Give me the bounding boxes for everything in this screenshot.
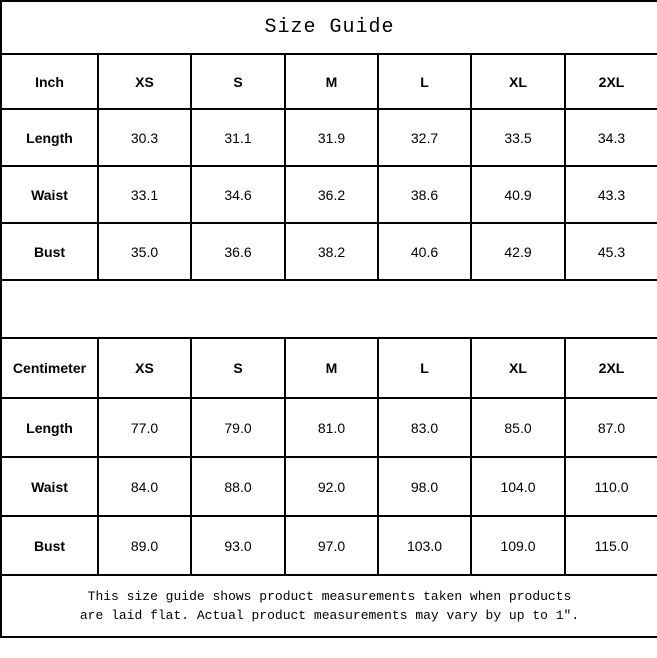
- row-label-waist: Waist: [1, 166, 98, 223]
- row-label-length: Length: [1, 398, 98, 457]
- measurement-cell: 35.0: [98, 223, 191, 280]
- measurement-cell: 42.9: [471, 223, 565, 280]
- size-column-header-xl: XL: [471, 338, 565, 398]
- measurement-cell: 36.2: [285, 166, 378, 223]
- measurement-cell: 93.0: [191, 516, 285, 575]
- measurement-cell: 79.0: [191, 398, 285, 457]
- cm-waist-row: [1, 457, 657, 516]
- size-column-header-xs: XS: [98, 54, 191, 109]
- measurement-cell: 98.0: [378, 457, 471, 516]
- measurement-cell: 43.3: [565, 166, 657, 223]
- measurement-cell: 89.0: [98, 516, 191, 575]
- measurement-cell: 109.0: [471, 516, 565, 575]
- inch-waist-row: [1, 166, 657, 223]
- measurement-cell: 45.3: [565, 223, 657, 280]
- footer-note-line2: are laid flat. Actual product measurements may vary by up to 1″.: [79, 608, 580, 623]
- size-column-header-2xl: 2XL: [565, 54, 657, 109]
- size-column-header-s: S: [191, 338, 285, 398]
- measurement-cell: 31.9: [285, 109, 378, 166]
- measurement-cell: 84.0: [98, 457, 191, 516]
- inch-unit-label: Inch: [1, 54, 98, 109]
- row-label-waist: Waist: [1, 457, 98, 516]
- measurement-cell: 103.0: [378, 516, 471, 575]
- size-column-header-xl: XL: [471, 54, 565, 109]
- title-row: [1, 1, 657, 54]
- size-column-header-xs: XS: [98, 338, 191, 398]
- size-column-header-s: S: [191, 54, 285, 109]
- measurement-cell: 92.0: [285, 457, 378, 516]
- size-column-header-l: L: [378, 338, 471, 398]
- inch-bust-row: [1, 223, 657, 280]
- size-column-header-2xl: 2XL: [565, 338, 657, 398]
- cm-bust-row: [1, 516, 657, 575]
- inch-header-row: [1, 54, 657, 109]
- measurement-cell: 81.0: [285, 398, 378, 457]
- cm-length-row: [1, 398, 657, 457]
- measurement-cell: 110.0: [565, 457, 657, 516]
- measurement-cell: 31.1: [191, 109, 285, 166]
- measurement-cell: 115.0: [565, 516, 657, 575]
- measurement-cell: 38.6: [378, 166, 471, 223]
- measurement-cell: 83.0: [378, 398, 471, 457]
- measurement-cell: 36.6: [191, 223, 285, 280]
- size-column-header-m: M: [285, 338, 378, 398]
- measurement-cell: 40.9: [471, 166, 565, 223]
- inch-length-row: [1, 109, 657, 166]
- spacer-row: [1, 280, 657, 338]
- measurement-cell: 88.0: [191, 457, 285, 516]
- measurement-cell: 32.7: [378, 109, 471, 166]
- measurement-cell: 87.0: [565, 398, 657, 457]
- spacer-cell: [1, 280, 657, 338]
- measurement-cell: 33.1: [98, 166, 191, 223]
- cm-unit-label: Centimeter: [1, 338, 98, 398]
- row-label-length: Length: [1, 109, 98, 166]
- footer-note-line1: This size guide shows product measurements taken when products: [87, 589, 572, 604]
- measurement-cell: 77.0: [98, 398, 191, 457]
- measurement-cell: 97.0: [285, 516, 378, 575]
- measurement-cell: 38.2: [285, 223, 378, 280]
- measurement-cell: 40.6: [378, 223, 471, 280]
- size-column-header-l: L: [378, 54, 471, 109]
- cm-header-row: [1, 338, 657, 398]
- footer-row: [1, 575, 657, 637]
- row-label-bust: Bust: [1, 223, 98, 280]
- measurement-cell: 104.0: [471, 457, 565, 516]
- size-column-header-m: M: [285, 54, 378, 109]
- page-title: Size Guide: [1, 1, 657, 54]
- measurement-cell: 34.3: [565, 109, 657, 166]
- measurement-cell: 33.5: [471, 109, 565, 166]
- measurement-cell: 34.6: [191, 166, 285, 223]
- row-label-bust: Bust: [1, 516, 98, 575]
- measurement-cell: 85.0: [471, 398, 565, 457]
- measurement-cell: 30.3: [98, 109, 191, 166]
- footer-note: [1, 575, 657, 637]
